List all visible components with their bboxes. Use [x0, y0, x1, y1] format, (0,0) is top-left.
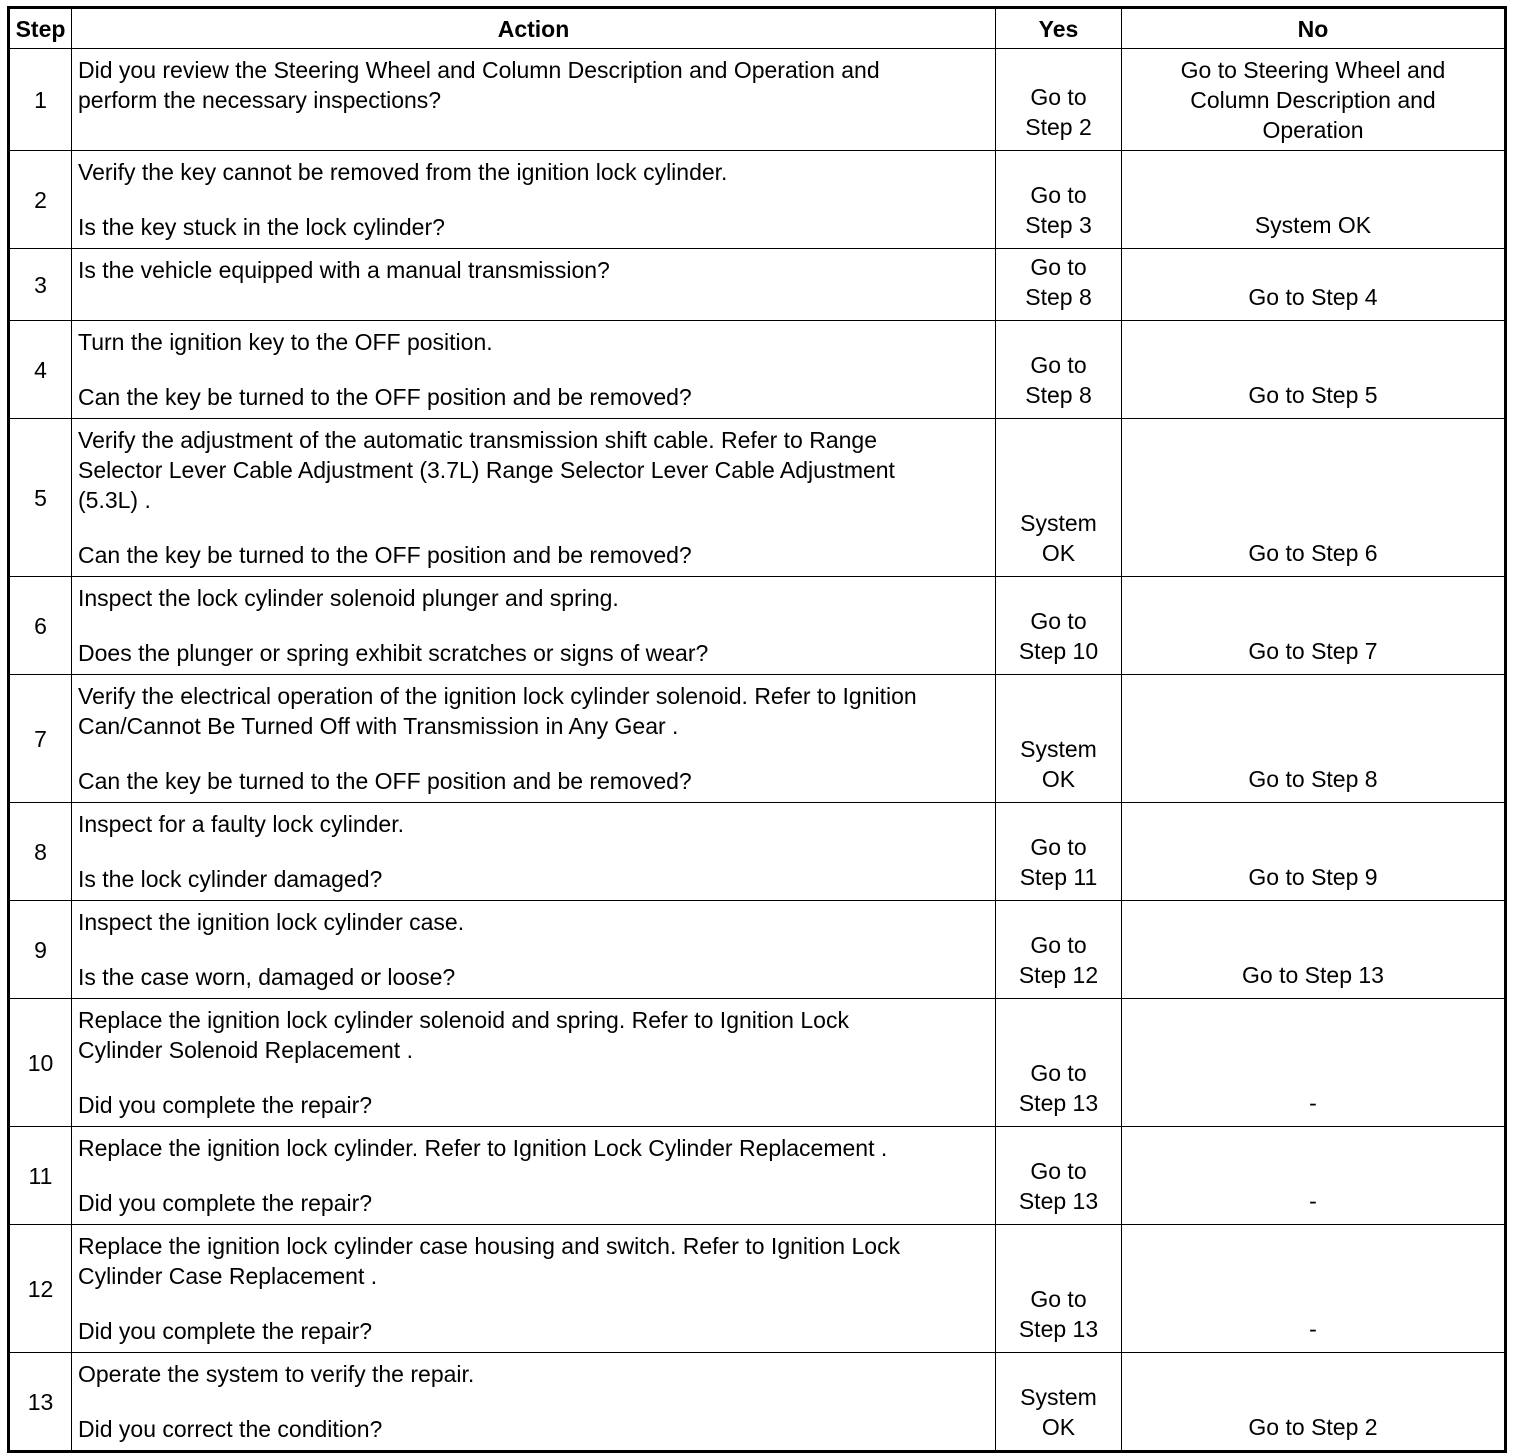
paragraph-gap	[78, 187, 989, 212]
yes-text: Step 8	[1025, 382, 1092, 408]
yes-text: Go to	[1030, 1060, 1087, 1086]
paragraph-gap	[78, 1163, 989, 1188]
yes-result	[996, 675, 1122, 803]
yes-result	[996, 249, 1122, 321]
yes-result	[996, 419, 1122, 577]
paragraph-gap	[78, 1065, 989, 1090]
table-row	[9, 999, 1506, 1127]
table-row	[9, 901, 1506, 999]
no-text: -	[1309, 1188, 1317, 1214]
yes-text: Go to	[1030, 932, 1087, 958]
action-question: Does the plunger or spring exhibit scratches or signs of wear?	[78, 640, 709, 666]
action-question: Can the key be turned to the OFF position and be removed?	[78, 542, 692, 568]
step-number: 10	[9, 999, 72, 1127]
table-row	[9, 803, 1506, 901]
no-text: Column Description and	[1190, 87, 1436, 113]
action-cell	[72, 577, 996, 675]
action-text: Replace the ignition lock cylinder. Refer to Ignition Lock Cylinder Replacement .	[78, 1135, 888, 1161]
action-question: Did you complete the repair?	[78, 1092, 373, 1118]
action-question: Can the key be turned to the OFF position and be removed?	[78, 768, 692, 794]
yes-result	[996, 1127, 1122, 1225]
no-result	[1122, 901, 1506, 999]
action-text: Can/Cannot Be Turned Off with Transmission in Any Gear .	[78, 713, 679, 739]
yes-header: Yes	[996, 8, 1122, 49]
yes-text: Step 12	[1018, 962, 1099, 988]
step-number: 4	[9, 321, 72, 419]
step-number: 6	[9, 577, 72, 675]
paragraph-gap	[78, 741, 989, 766]
table-row	[9, 321, 1506, 419]
yes-text: Step 2	[1025, 114, 1092, 140]
table-row	[9, 249, 1506, 321]
action-question: Is the case worn, damaged or loose?	[78, 964, 456, 990]
diagnostic-table	[7, 6, 1507, 1453]
paragraph-gap	[78, 515, 989, 540]
action-cell	[72, 675, 996, 803]
step-number: 1	[9, 49, 72, 151]
action-cell	[72, 419, 996, 577]
yes-text: Step 13	[1018, 1316, 1099, 1342]
action-cell	[72, 901, 996, 999]
paragraph-gap	[78, 1291, 989, 1316]
yes-text: Go to	[1030, 254, 1087, 280]
yes-text: OK	[1041, 766, 1076, 792]
no-result	[1122, 577, 1506, 675]
yes-text: Step 10	[1018, 638, 1099, 664]
no-result	[1122, 49, 1506, 151]
yes-text: Step 8	[1025, 284, 1092, 310]
action-text: Verify the electrical operation of the ignition lock cylinder solenoid. Refer to Ignition	[78, 683, 917, 709]
action-header: Action	[72, 8, 996, 49]
no-text: Go to Step 13	[1242, 962, 1384, 988]
no-text: -	[1309, 1090, 1317, 1116]
step-number: 12	[9, 1225, 72, 1353]
no-text: Go to Step 5	[1248, 382, 1378, 408]
action-cell	[72, 1353, 996, 1452]
no-result	[1122, 419, 1506, 577]
action-question: Is the lock cylinder damaged?	[78, 866, 383, 892]
yes-result	[996, 1225, 1122, 1353]
action-text: Selector Lever Cable Adjustment (3.7L) Range Selector Lever Cable Adjustment	[78, 457, 895, 483]
yes-result	[996, 49, 1122, 151]
yes-result	[996, 577, 1122, 675]
yes-text: System	[1020, 736, 1097, 762]
no-text: Operation	[1262, 117, 1364, 143]
action-cell	[72, 1127, 996, 1225]
table-row	[9, 419, 1506, 577]
table-row	[9, 49, 1506, 151]
action-cell	[72, 321, 996, 419]
no-header: No	[1122, 8, 1506, 49]
yes-text: Go to	[1030, 84, 1087, 110]
no-result	[1122, 1127, 1506, 1225]
action-cell	[72, 1225, 996, 1353]
yes-text: Go to	[1030, 1286, 1087, 1312]
step-number: 2	[9, 151, 72, 249]
action-text: Operate the system to verify the repair.	[78, 1361, 475, 1387]
action-text: Verify the adjustment of the automatic transmission shift cable. Refer to Range	[78, 427, 878, 453]
action-text: Cylinder Case Replacement .	[78, 1263, 378, 1289]
step-number: 13	[9, 1353, 72, 1452]
yes-text: Go to	[1030, 182, 1087, 208]
action-cell	[72, 49, 996, 151]
no-text: -	[1309, 1316, 1317, 1342]
action-question: Can the key be turned to the OFF position and be removed?	[78, 384, 692, 410]
yes-result	[996, 901, 1122, 999]
yes-text: OK	[1041, 540, 1076, 566]
step-number: 3	[9, 249, 72, 321]
no-text: Go to Step 4	[1248, 284, 1378, 310]
action-cell	[72, 803, 996, 901]
no-result	[1122, 1225, 1506, 1353]
yes-text: Go to	[1030, 608, 1087, 634]
action-text: perform the necessary inspections?	[78, 87, 442, 113]
action-text: Inspect the ignition lock cylinder case.	[78, 909, 465, 935]
yes-result	[996, 151, 1122, 249]
action-text: Verify the key cannot be removed from the ignition lock cylinder.	[78, 159, 728, 185]
diagnostic-table-container	[7, 6, 1507, 1453]
no-text: Go to Step 9	[1248, 864, 1378, 890]
no-result	[1122, 321, 1506, 419]
action-question: Did you complete the repair?	[78, 1318, 373, 1344]
table-body	[9, 49, 1506, 1452]
yes-result	[996, 803, 1122, 901]
no-result	[1122, 151, 1506, 249]
table-row	[9, 1353, 1506, 1452]
action-text: Replace the ignition lock cylinder solenoid and spring. Refer to Ignition Lock	[78, 1007, 849, 1033]
step-number: 9	[9, 901, 72, 999]
yes-text: Step 11	[1019, 864, 1098, 890]
action-question: Is the key stuck in the lock cylinder?	[78, 214, 445, 240]
action-text: Did you review the Steering Wheel and Column Description and Operation and	[78, 57, 880, 83]
yes-text: Step 13	[1018, 1188, 1099, 1214]
table-row	[9, 675, 1506, 803]
paragraph-gap	[78, 357, 989, 382]
yes-text: Go to	[1030, 834, 1087, 860]
no-result	[1122, 675, 1506, 803]
paragraph-gap	[78, 613, 989, 638]
table-row	[9, 151, 1506, 249]
action-question: Did you complete the repair?	[78, 1190, 373, 1216]
table-header-row	[9, 8, 1506, 49]
action-cell	[72, 151, 996, 249]
yes-text: System	[1020, 1384, 1097, 1410]
action-text: Turn the ignition key to the OFF position.	[78, 329, 493, 355]
yes-text: Go to	[1030, 1158, 1087, 1184]
no-text: Go to Steering Wheel and	[1180, 57, 1446, 83]
yes-result	[996, 321, 1122, 419]
no-result	[1122, 249, 1506, 321]
action-text: Inspect for a faulty lock cylinder.	[78, 811, 404, 837]
no-text: Go to Step 8	[1248, 766, 1378, 792]
table-row	[9, 1127, 1506, 1225]
step-number: 7	[9, 675, 72, 803]
yes-text: System	[1020, 510, 1097, 536]
no-text: Go to Step 2	[1248, 1414, 1378, 1440]
step-number: 8	[9, 803, 72, 901]
no-result	[1122, 1353, 1506, 1452]
no-text: Go to Step 6	[1248, 540, 1378, 566]
step-header: Step	[9, 8, 72, 49]
action-text: Inspect the lock cylinder solenoid plunger and spring.	[78, 585, 619, 611]
paragraph-gap	[78, 839, 989, 864]
step-number: 5	[9, 419, 72, 577]
action-cell	[72, 999, 996, 1127]
paragraph-gap	[78, 1389, 989, 1414]
step-number: 11	[9, 1127, 72, 1225]
yes-text: Go to	[1030, 352, 1087, 378]
action-text: Replace the ignition lock cylinder case housing and switch. Refer to Ignition Lock	[78, 1233, 901, 1259]
yes-text: OK	[1041, 1414, 1076, 1440]
no-text: System OK	[1254, 212, 1372, 238]
table-row	[9, 577, 1506, 675]
no-result	[1122, 999, 1506, 1127]
yes-text: Step 3	[1025, 212, 1092, 238]
paragraph-gap	[78, 937, 989, 962]
action-question: Did you correct the condition?	[78, 1416, 383, 1442]
no-result	[1122, 803, 1506, 901]
yes-result	[996, 1353, 1122, 1452]
yes-result	[996, 999, 1122, 1127]
table-row	[9, 1225, 1506, 1353]
action-cell	[72, 249, 996, 321]
action-text: Cylinder Solenoid Replacement .	[78, 1037, 413, 1063]
action-text: (5.3L) .	[78, 487, 151, 513]
action-text: Is the vehicle equipped with a manual transmission?	[78, 257, 610, 283]
no-text: Go to Step 7	[1248, 638, 1378, 664]
yes-text: Step 13	[1018, 1090, 1099, 1116]
